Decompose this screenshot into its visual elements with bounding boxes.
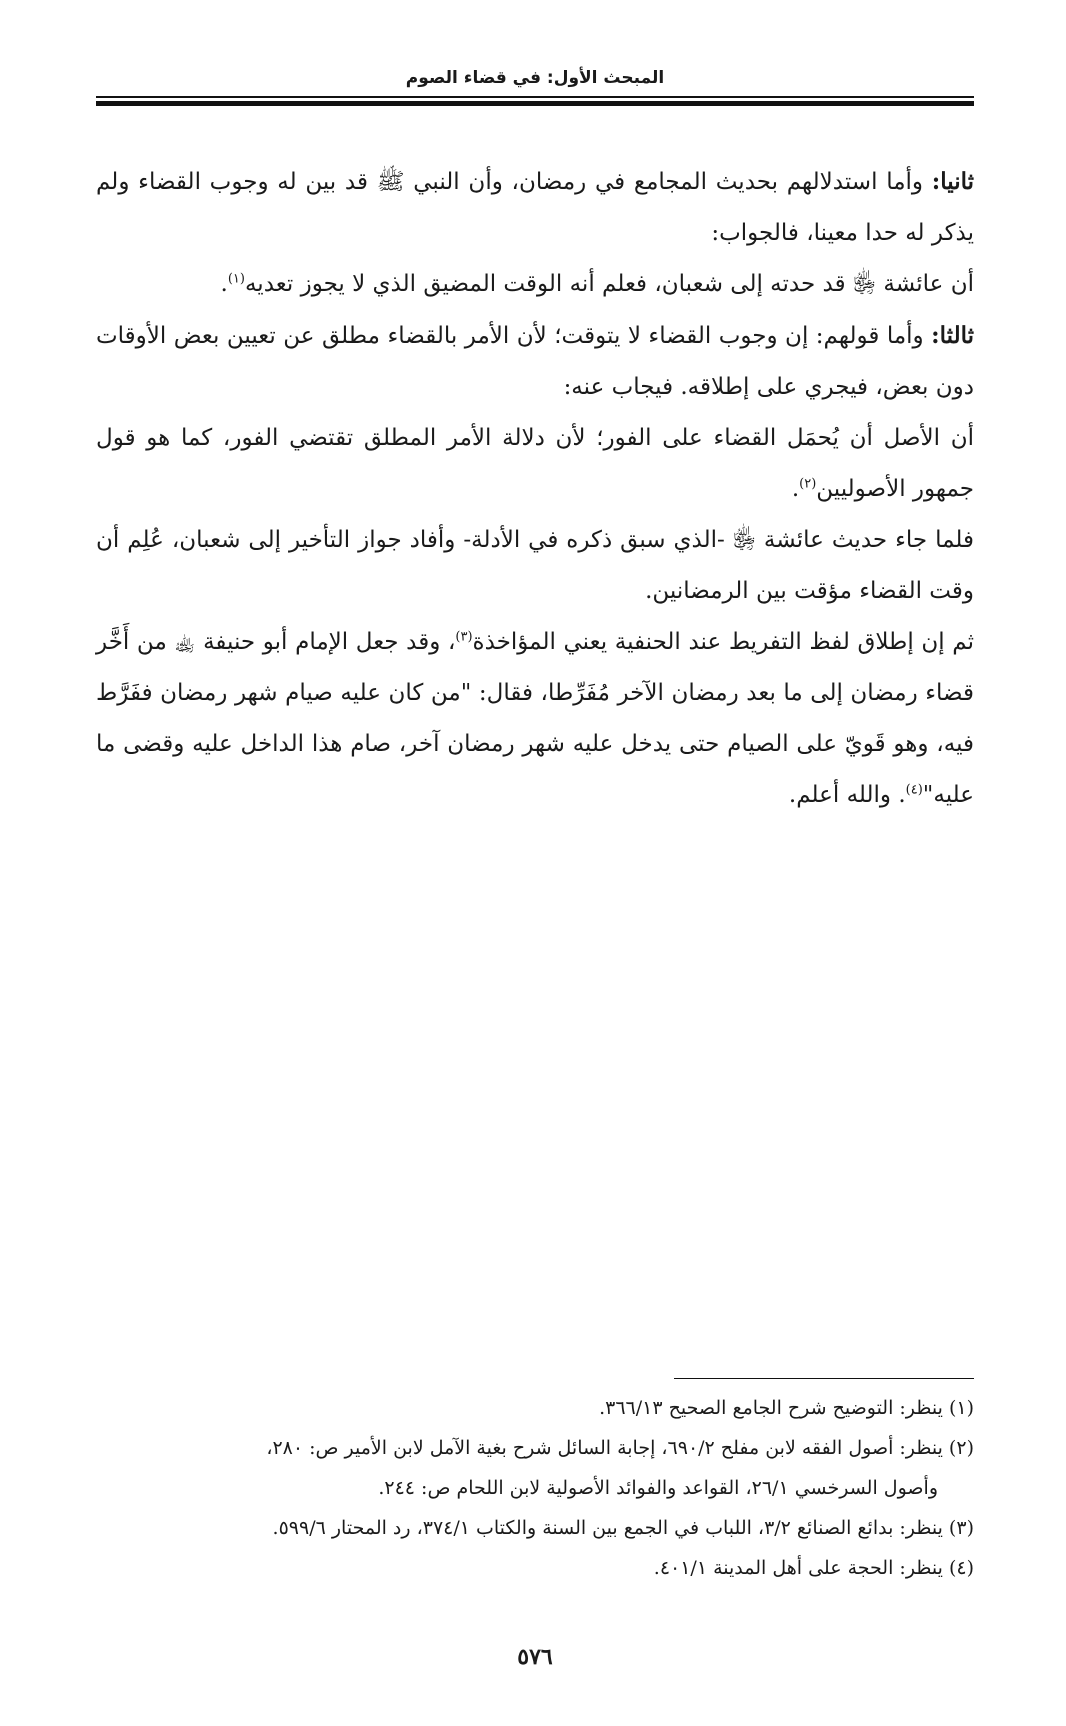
main-text: [96, 156, 974, 821]
footnote-2-continued: وأصول السرخسي ٢٦/١، القواعد والفوائد الأصولية لابن اللحام ص: ٢٤٤.: [378, 1477, 938, 1499]
paragraph-2-end: .: [220, 271, 228, 297]
header-rule-thick: [96, 101, 974, 106]
paragraph-3-lead: ثالثا:: [931, 322, 974, 349]
header-rule-thin: [96, 96, 974, 98]
footnote-2: (٢) ينظر: أصول الفقه لابن مفلح ٦٩٠/٢، إجابة السائل شرح بغية الآمل لابن الأمير ص: ٢٨٠،: [266, 1437, 974, 1459]
paragraph-5-text: فلما جاء حديث عائشة ﵂ -الذي سبق ذكره في الأدلة- وأفاد جواز التأخير إلى شعبان، عُلِم أن وقت القضاء مؤقت بين الرمضانين.: [96, 527, 974, 604]
running-header: المبحث الأول: في قضاء الصوم: [405, 68, 665, 88]
paragraph-2: [96, 259, 974, 310]
footnote-separator: [674, 1378, 974, 1379]
footnote-4: (٤) ينظر: الحجة على أهل المدينة ٤٠١/١.: [653, 1557, 974, 1579]
paragraph-3-text: وأما قولهم: إن وجوب القضاء لا يتوقت؛ لأن الأمر بالقضاء مطلق عن تعيين بعض الأوقات دون بعض، فيجري على إطلاقه. فيجاب عنه:: [96, 323, 974, 400]
paragraph-4-text: أن الأصل أن يُحمَل القضاء على الفور؛ لأن دلالة الأمر المطلق تقتضي الفور، كما هو قول جمهور الأصوليين: [96, 425, 974, 502]
paragraph-4: [96, 413, 974, 515]
paragraph-6-text: ثم إن إطلاق لفظ التفريط عند الحنفية يعني المؤاخذة: [472, 629, 975, 655]
paragraph-6-end: . والله أعلم.: [788, 782, 906, 808]
paragraph-6-text-2: ، وقد جعل الإمام أبو حنيفة ﵀ من أَخَّر قضاء رمضان إلى ما بعد رمضان الآخر مُفَرِّطا، فقال: "من كان عليه صيام شهر رمضان ففَرَّط فيه، وهو قَويّ على الصيام حتى يدخل عليه شهر رمضان آخر، صام هذا الداخل عليه وقضى ما عليه": [96, 629, 974, 808]
paragraph-5: [96, 515, 974, 617]
footnote-ref-4[interactable]: (٤): [905, 782, 923, 798]
footnotes: [96, 1388, 974, 1588]
footnote-3: (٣) ينظر: بدائع الصنائع ٣/٢، اللباب في الجمع بين السنة والكتاب ٣٧٤/١، رد المحتار ٥٩٩/٦.: [272, 1517, 974, 1539]
page-number: ٥٧٦: [517, 1644, 553, 1670]
paragraph-1-text: وأما استدلالهم بحديث المجامع في رمضان، وأن النبي ﷺ قد بين له وجوب القضاء ولم يذكر له حدا معينا، فالجواب:: [96, 169, 974, 246]
paragraph-1-lead: ثانيا:: [931, 168, 974, 195]
footnote-1: (١) ينظر: التوضيح شرح الجامع الصحيح ٣٦٦/١٣.: [599, 1397, 974, 1419]
paragraph-6: [96, 617, 974, 821]
paragraph-1: [96, 156, 974, 259]
paragraph-2-text: أن عائشة ﵂ قد حدته إلى شعبان، فعلم أنه الوقت المضيق الذي لا يجوز تعديه: [244, 271, 974, 297]
paragraph-3: [96, 310, 974, 413]
footnote-ref-3[interactable]: (٣): [455, 629, 473, 645]
paragraph-4-end: .: [791, 476, 800, 502]
footnote-ref-2[interactable]: (٢): [799, 476, 817, 492]
footnote-ref-1[interactable]: (١): [227, 271, 245, 287]
